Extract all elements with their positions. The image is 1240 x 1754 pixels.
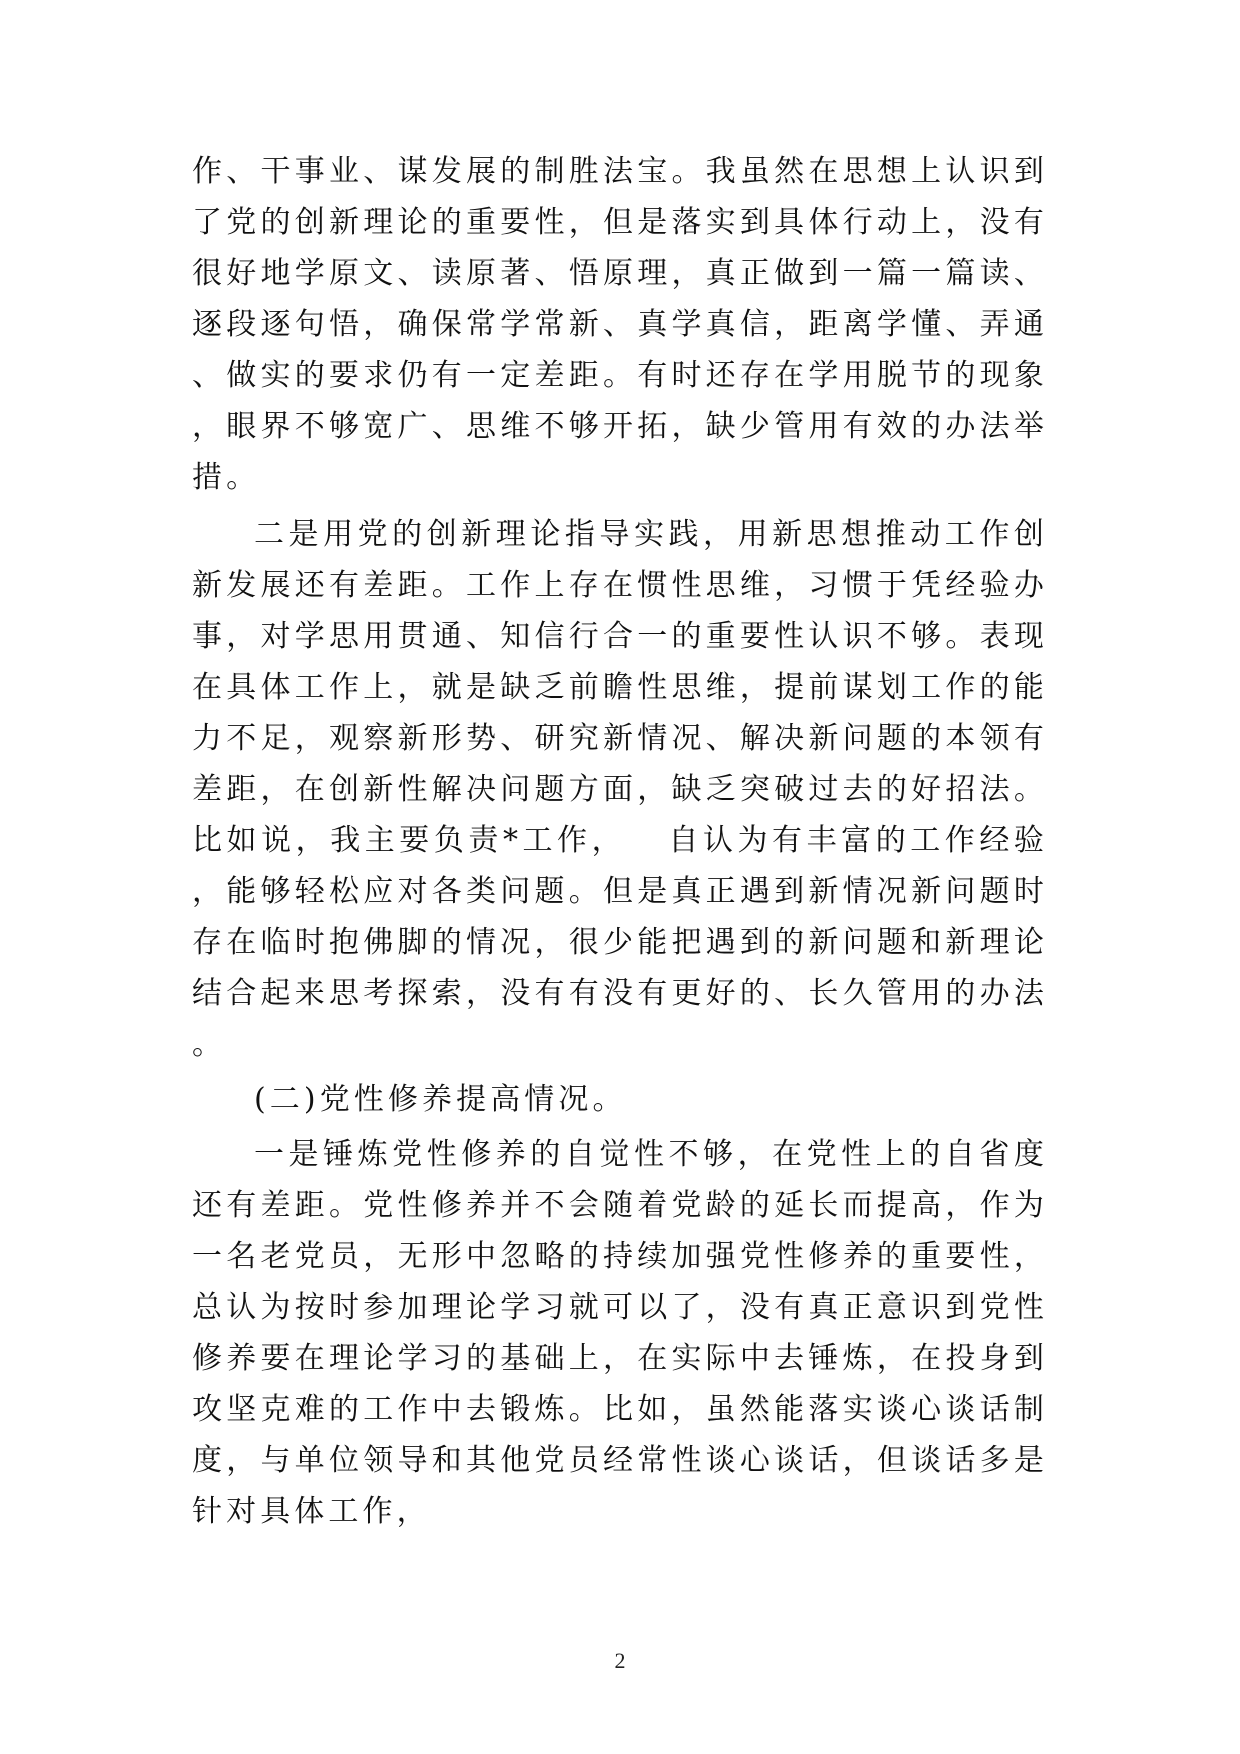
page-number: 2 xyxy=(614,1648,626,1673)
paragraph-1: 作、干事业、谋发展的制胜法宝。我虽然在思想上认识到了党的创新理论的重要性，但是落实到具体行动上，没有很好地学原文、读原著、悟原理，真正做到一篇一篇读、逐段逐句悟，确保常学常新、真学真信，距离学懂、弄通、做实的要求仍有一定差距。有时还存在学用脱节的现象，眼界不够宽广、思维不够开拓，缺少管用有效的办法举措。 xyxy=(192,154,1048,495)
paragraph-3: 一是锤炼党性修养的自觉性不够，在党性上的自省度还有差距。党性修养并不会随着党龄的延长而提高，作为一名老党员，无形中忽略的持续加强党性修养的重要性，总认为按时参加理论学习就可以了，没有真正意识到党性修养要在理论学习的基础上，在实际中去锤炼，在投身到攻坚克难的工作中去锻炼。比如，虽然能落实谈心谈话制度，与单位领导和其他党员经常性谈心谈话，但谈话多是针对具体工作， xyxy=(192,1137,1048,1529)
document-body xyxy=(192,146,1048,1537)
paragraph-2: 二是用党的创新理论指导实践，用新思想推动工作创新发展还有差距。工作上存在惯性思维，习惯于凭经验办事，对学思用贯通、知信行合一的重要性认识不够。表现在具体工作上，就是缺乏前瞻性思维，提前谋划工作的能力不足，观察新形势、研究新情况、解决新问题的本领有差距，在创新性解决问题方面，缺乏突破过去的好招法。比如说，我主要负责*工作， 自认为有丰富的工作经验，能够轻松应对各类问题。但是真正遇到新情况新问题时存在临时抱佛脚的情况，很少能把遇到的新问题和新理论结合起来思考探索，没有有没有更好的、长久管用的办法。 xyxy=(192,517,1048,1062)
section-heading: (二)党性修养提高情况。 xyxy=(254,1082,627,1117)
